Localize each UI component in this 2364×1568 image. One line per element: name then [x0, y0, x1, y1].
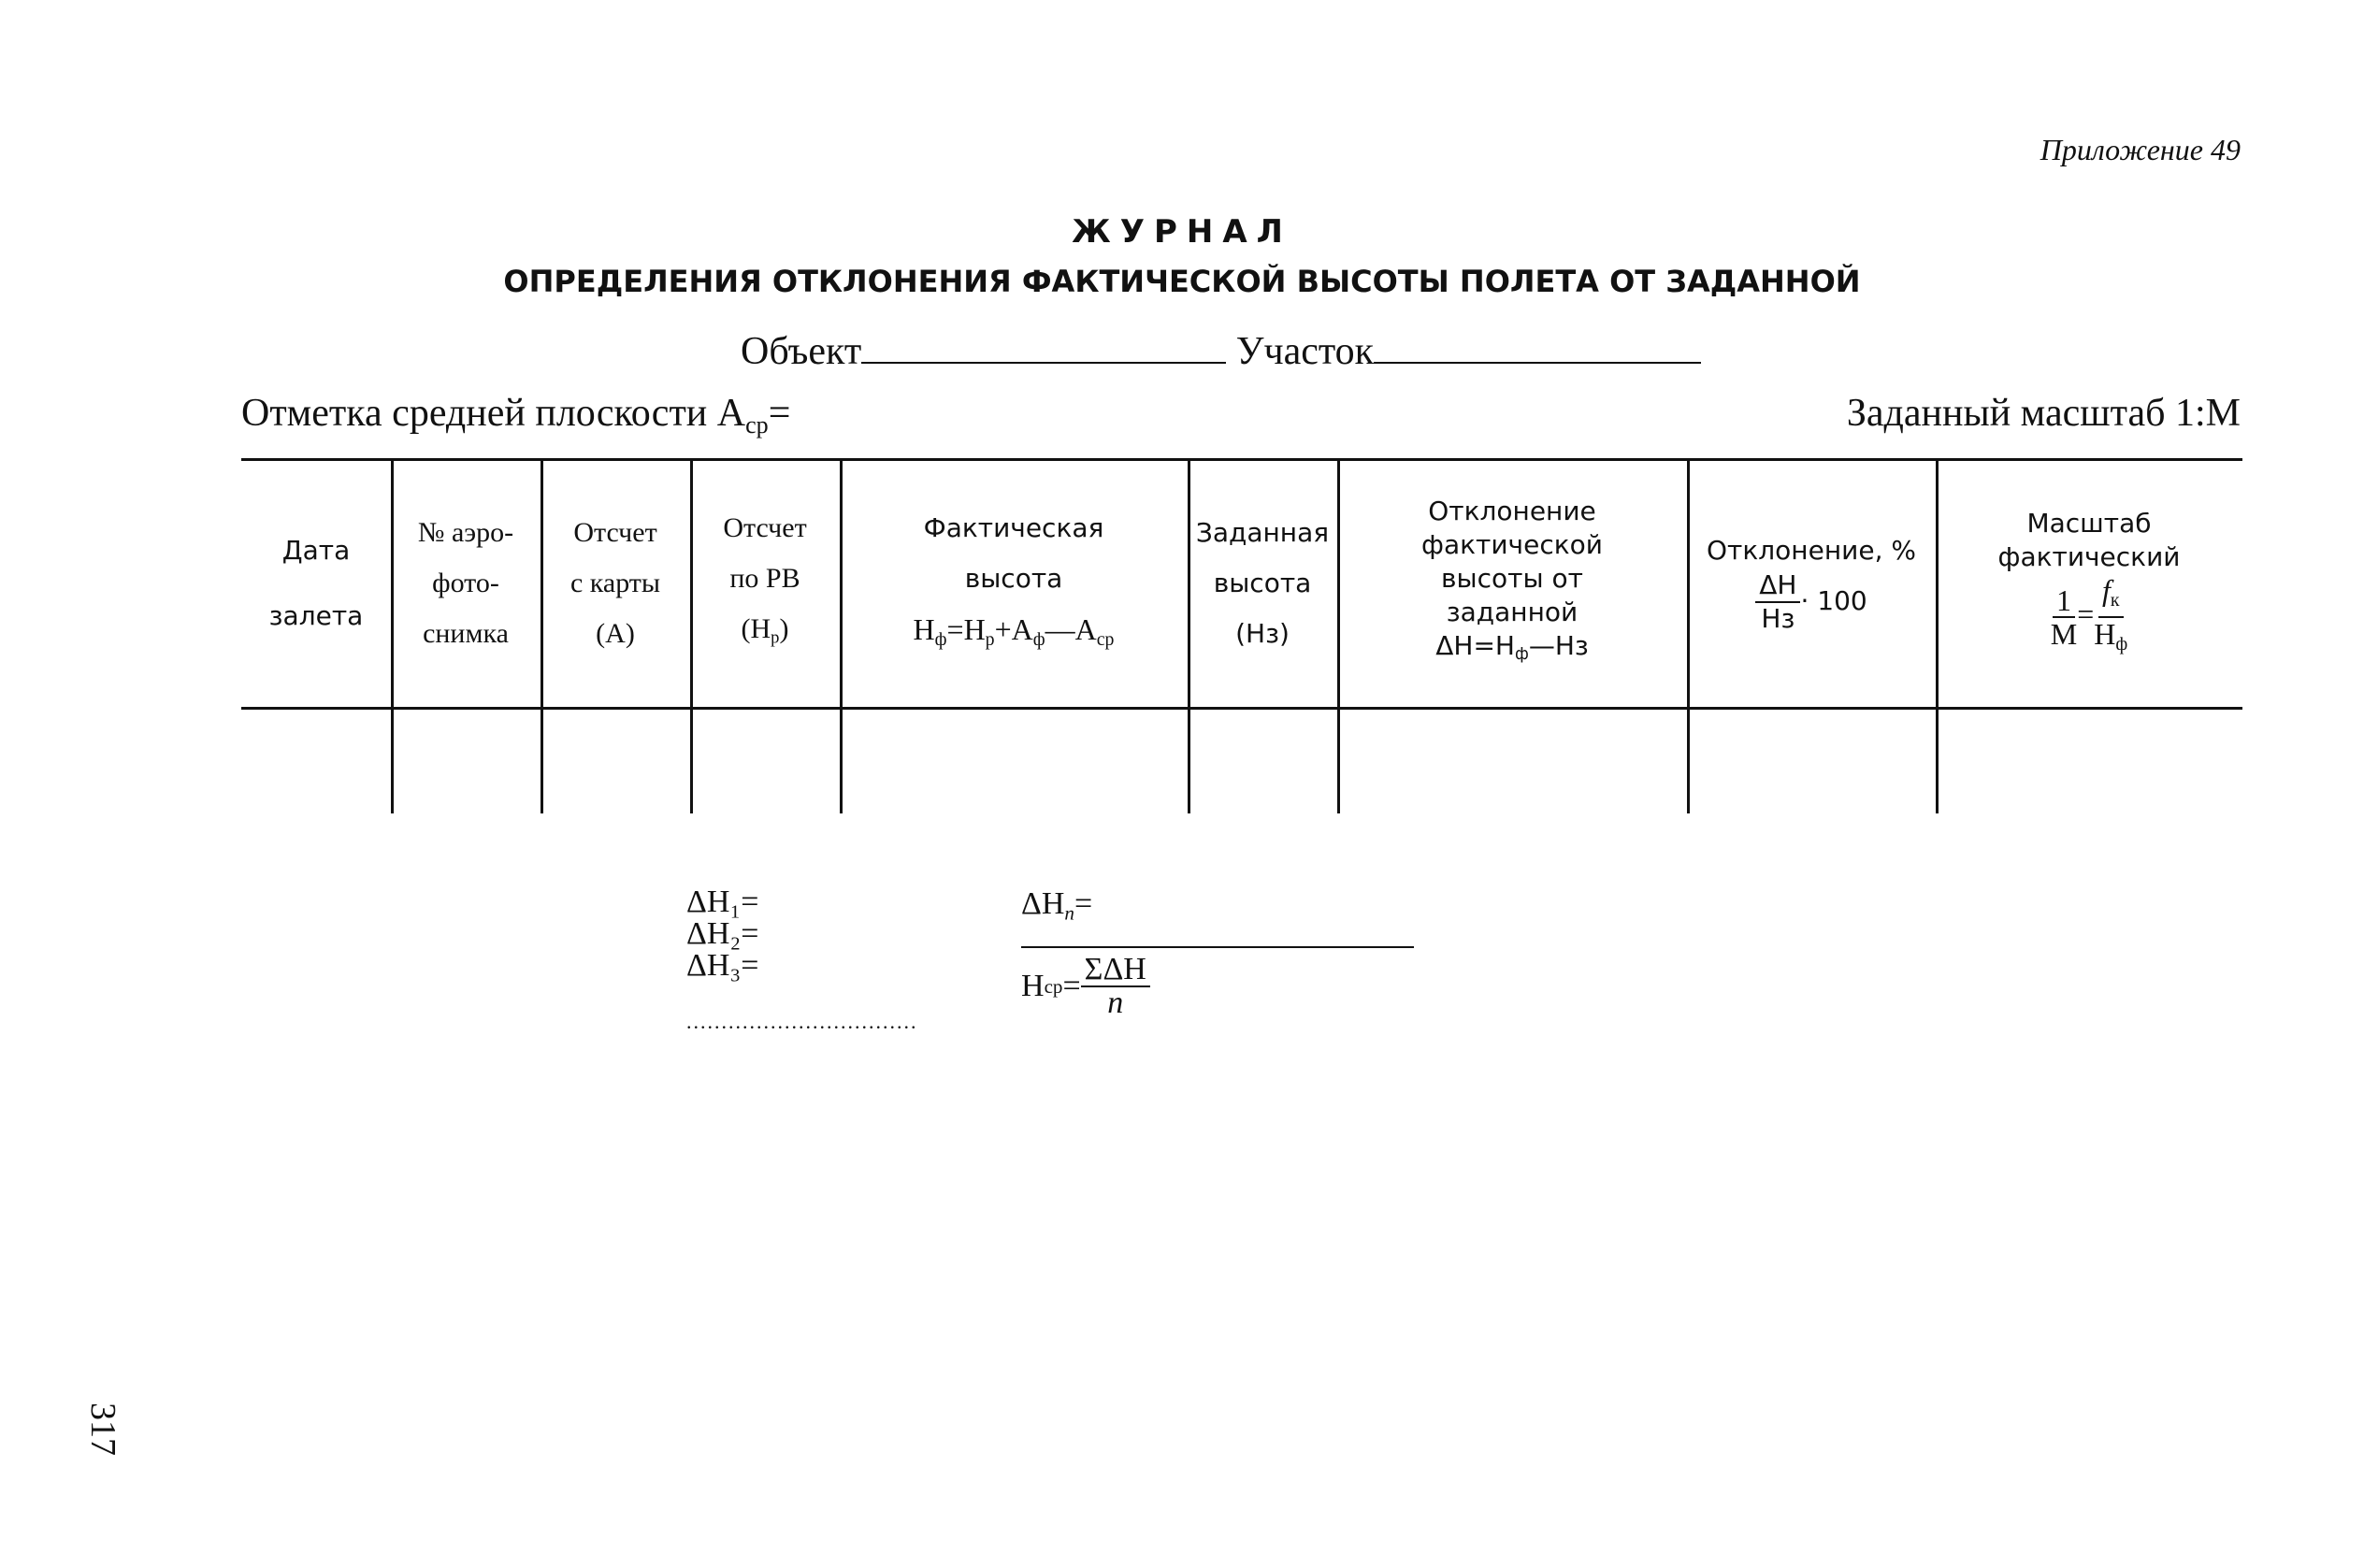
header-date-line: Дата — [281, 535, 351, 566]
dev-sub: ф — [1514, 645, 1529, 665]
header-scale-fact — [1936, 458, 2242, 709]
delta-n-h: ΔН — [1021, 886, 1065, 921]
f-eq: =Н — [946, 611, 986, 646]
fact-formula — [914, 604, 1115, 665]
scalef-fsub: к — [2110, 590, 2120, 611]
delta-n-sub: n — [1064, 901, 1074, 925]
header-given-line: Заданная — [1195, 517, 1330, 548]
hsr-num: ΣΔН — [1081, 954, 1150, 987]
header-fact — [840, 458, 1188, 709]
header-scalef-line: фактический — [1997, 541, 2181, 573]
f-sub: ср — [1096, 628, 1115, 650]
header-deviation — [1337, 458, 1687, 709]
rv-close: ) — [779, 613, 789, 645]
mark-label: Отметка средней плоскости А — [241, 392, 746, 435]
header-rv — [690, 458, 840, 709]
hsr-eq: = — [1062, 969, 1081, 1003]
rv-h: (Н — [741, 613, 771, 645]
mean-formula — [1021, 954, 1150, 1019]
header-rv-line: по РВ — [729, 563, 800, 595]
scalef-frac-right — [2094, 574, 2127, 660]
scalef-frac-left — [2051, 584, 2077, 650]
mark-row — [241, 391, 790, 439]
mark-eq: = — [768, 392, 791, 435]
devp-fraction — [1755, 569, 1800, 635]
devp-num: ΔН — [1755, 569, 1800, 603]
header-date-line: залета — [268, 600, 364, 631]
scalef-f: f — [2101, 573, 2111, 608]
header-map-line: (А) — [596, 618, 635, 649]
header-map-line: Отсчет — [573, 517, 657, 548]
devp-mult: · 100 — [1800, 585, 1867, 616]
sum-rule — [1021, 946, 1414, 948]
f-minus: —А — [1045, 611, 1097, 646]
f-sub: ф — [934, 628, 947, 650]
delta-n — [1021, 886, 1092, 925]
header-rv-line — [742, 604, 789, 664]
header-given-line: (Нз) — [1235, 618, 1290, 649]
dev-h: ΔН=Н — [1435, 630, 1515, 662]
scalef-formula: $\frac{1}{М}$ = $\frac{f_к}{Н_ф}$ — [2051, 574, 2127, 660]
f-sub: р — [985, 628, 995, 650]
scalef-h: Н — [2094, 617, 2116, 651]
delta-list — [686, 886, 758, 982]
section-label: Участок — [1235, 330, 1375, 373]
object-row — [741, 329, 1701, 374]
hsr-h: Н — [1021, 969, 1045, 1003]
scalef-den: М — [2050, 617, 2078, 651]
rv-sub: р — [771, 627, 780, 648]
header-fact-line: Фактическая — [923, 511, 1104, 543]
hsr-fraction — [1081, 954, 1150, 1019]
header-photo-line: фото- — [432, 568, 499, 598]
dev-rest: —Нз — [1528, 630, 1589, 662]
page-number: 317 — [83, 1403, 123, 1456]
delta-3: ΔН₃= — [686, 948, 759, 983]
delta-2: ΔН₂= — [686, 916, 759, 951]
scalef-den-right — [2094, 618, 2127, 660]
mark-sub: ср — [745, 410, 769, 439]
delta-n-eq: = — [1074, 886, 1093, 921]
appendix-label: Приложение 49 — [2040, 133, 2241, 166]
header-deviation-percent — [1687, 458, 1936, 709]
header-dev-line: Отклонение — [1428, 496, 1596, 527]
journal-title: ЖУРНАЛ — [1072, 213, 1292, 251]
section-field[interactable] — [1374, 330, 1701, 364]
f-sub: ф — [1032, 628, 1045, 650]
delta-1: ΔН₁= — [686, 885, 759, 919]
journal-subtitle: ОПРЕДЕЛЕНИЯ ОТКЛОНЕНИЯ ФАКТИЧЕСКОЙ ВЫСОТЫ ПОЛЕТА ОТ ЗАДАННОЙ — [503, 264, 1861, 299]
header-map-line: с карты — [569, 568, 661, 598]
header-photo-line: снимка — [423, 618, 509, 649]
dev-formula — [1435, 629, 1589, 671]
f-h: Н — [913, 611, 935, 646]
header-fact-line: высота — [964, 562, 1063, 594]
header-rv-line: Отсчет — [723, 512, 807, 544]
header-given — [1188, 458, 1337, 709]
hsr-sub: ср — [1044, 974, 1063, 998]
header-given-line: высота — [1213, 568, 1312, 598]
scalef-hsub: ф — [2115, 633, 2128, 655]
hsr-den: n — [1107, 985, 1124, 1020]
header-photo — [391, 458, 541, 709]
journal-table — [241, 458, 2242, 813]
object-field[interactable] — [861, 330, 1226, 364]
scalef-num-right — [2098, 574, 2124, 618]
header-date — [241, 458, 391, 709]
header-photo-line: № аэро- — [417, 517, 514, 548]
header-devp-line: Отклонение, % — [1707, 535, 1916, 566]
scale-label: Заданный масштаб 1:М — [1846, 392, 2241, 435]
devp-formula — [1755, 569, 1867, 635]
f-plus: +А — [994, 611, 1033, 646]
object-label: Объект — [741, 330, 862, 373]
header-dev-line: заданной — [1446, 597, 1578, 628]
header-map — [541, 458, 690, 709]
scalef-num: 1 — [2053, 584, 2075, 618]
devp-den: Нз — [1761, 603, 1795, 634]
header-dev-line: фактической — [1421, 529, 1603, 561]
header-scalef-line: Масштаб — [2026, 508, 2152, 539]
delta-dots: ................................. — [686, 1010, 918, 1033]
header-dev-line: высоты от — [1441, 563, 1583, 595]
